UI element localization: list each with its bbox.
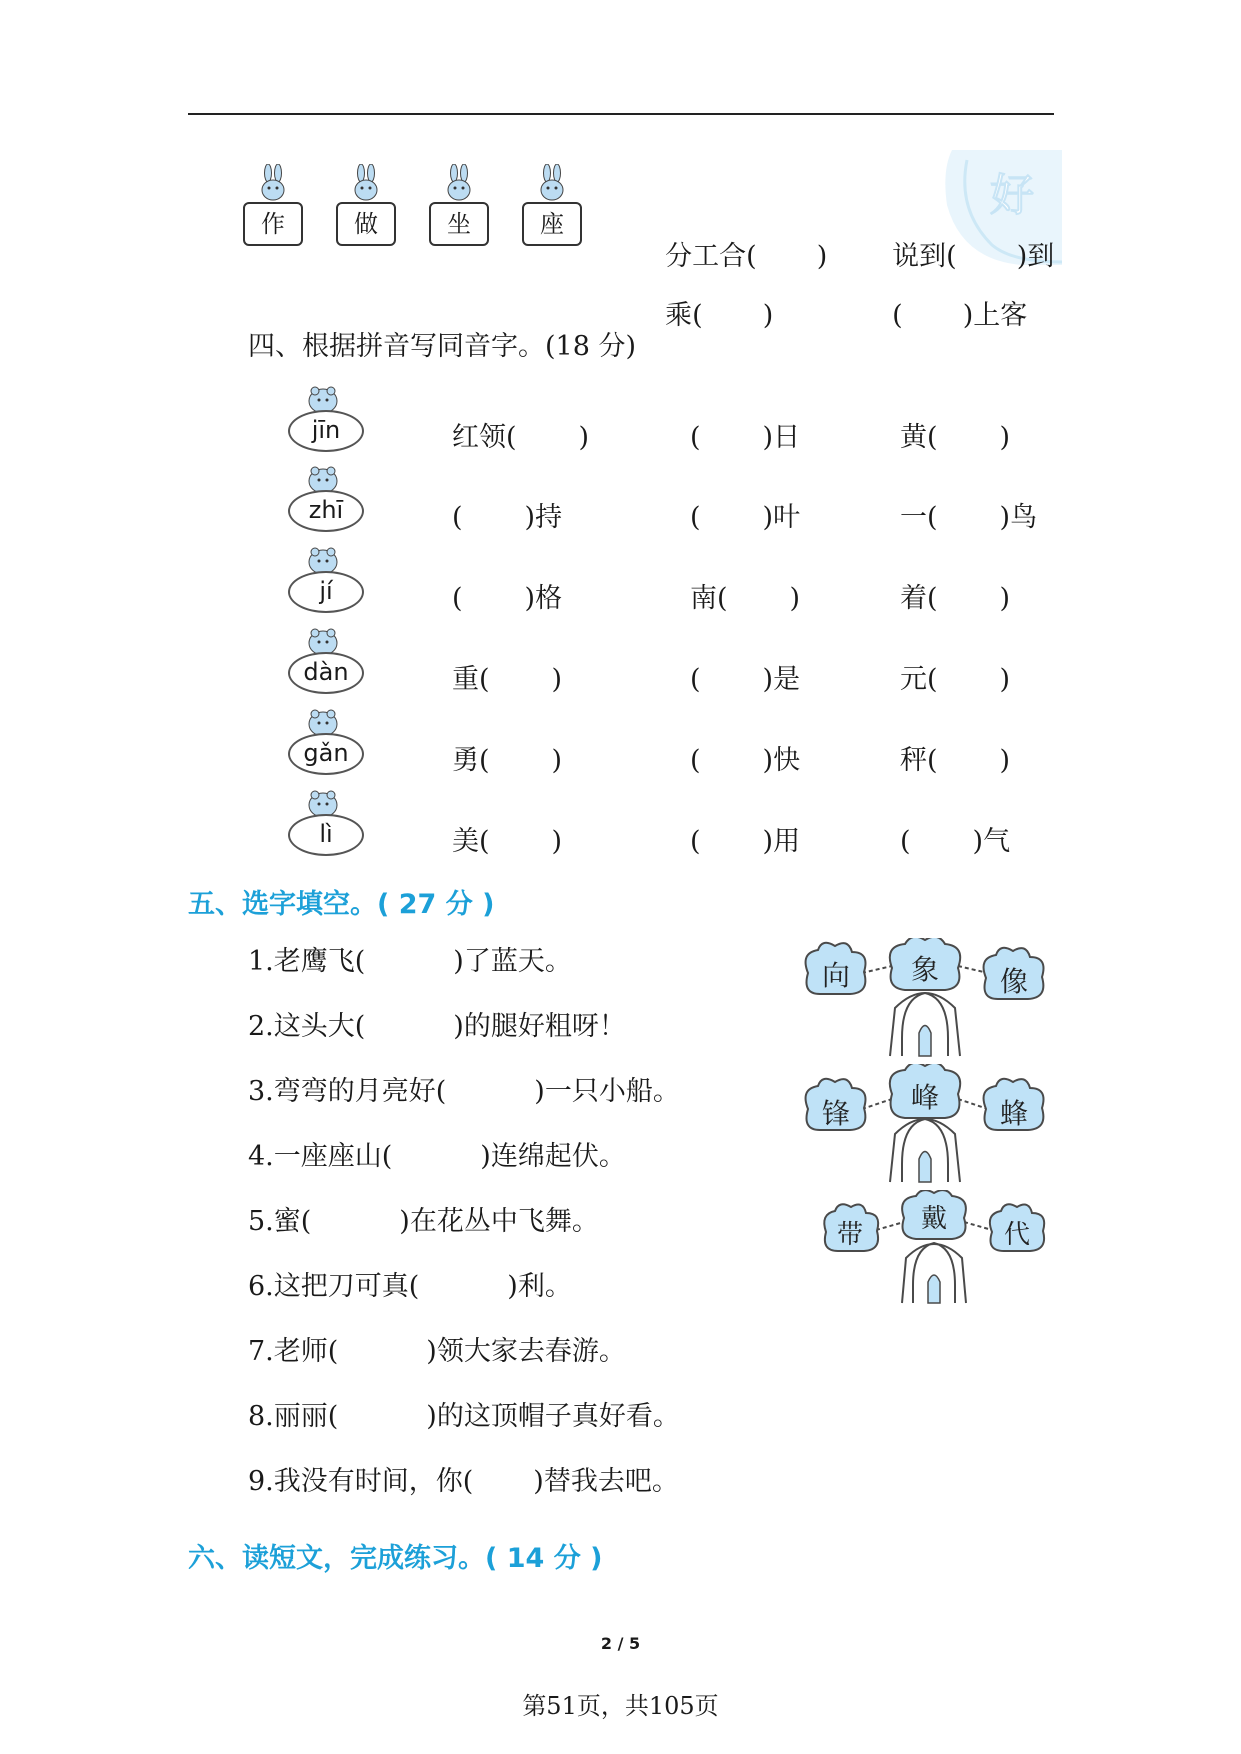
sentence: 9.我没有时间，你( )替我去吧。	[248, 1466, 679, 1497]
fill-item: ( )快	[690, 745, 801, 776]
fill-item: ( )持	[452, 502, 563, 533]
page-indicator: 2 / 5	[600, 1634, 641, 1653]
fill-item: ( )是	[690, 664, 801, 695]
sentence: 7.老师( )领大家去春游。	[248, 1336, 626, 1367]
tree-char-right: 蜂	[1000, 1097, 1029, 1130]
pinyin-label: gǎn	[288, 733, 364, 775]
fill-item: ( )上客	[892, 300, 1028, 331]
section5-title: 五、选字填空。( 27 分 )	[188, 889, 495, 920]
fill-item: ( )叶	[690, 502, 801, 533]
fill-item: 元( )	[900, 664, 1011, 695]
section6-title: 六、读短文，完成练习。( 14 分 )	[188, 1543, 603, 1574]
fill-item: ( )用	[690, 826, 801, 857]
pinyin-label: zhī	[288, 490, 364, 532]
pinyin-label: jí	[288, 571, 364, 613]
tree-char-center: 象	[911, 953, 940, 986]
rabbit-icon	[257, 164, 289, 204]
page-total: 第51页，共105页	[522, 1692, 719, 1720]
section4-title: 四、根据拼音写同音字。(18 分)	[248, 331, 637, 362]
fill-item: 着( )	[900, 583, 1011, 614]
tree-char-left: 带	[837, 1220, 864, 1250]
fill-item: 重( )	[452, 664, 563, 695]
fill-item: ( )格	[452, 583, 563, 614]
fill-item: 说到( )到	[892, 241, 1055, 272]
sentence: 2.这头大( )的腿好粗呀！	[248, 1011, 626, 1042]
fill-item: 分工合( )	[665, 241, 828, 272]
rabbit-icon	[350, 164, 382, 204]
header-divider	[188, 113, 1054, 115]
sentence: 8.丽丽( )的这顶帽子真好看。	[248, 1401, 680, 1432]
choice-char-box: 作	[243, 202, 303, 246]
word-tree	[800, 938, 1050, 1058]
pinyin-label: lì	[288, 814, 364, 856]
rabbit-icon	[536, 164, 568, 204]
fill-item: ( )日	[690, 422, 801, 453]
sentence: 1.老鹰飞( )了蓝天。	[248, 946, 572, 977]
fill-item: 秤( )	[900, 745, 1011, 776]
fill-item: 乘( )	[665, 300, 774, 331]
fill-item: 一( )鸟	[900, 502, 1038, 533]
tree-char-left: 向	[822, 959, 851, 992]
sentence: 4.一座座山( )连绵起伏。	[248, 1141, 626, 1172]
fill-item: 美( )	[452, 826, 563, 857]
sentence: 5.蜜( )在花丛中飞舞。	[248, 1206, 599, 1237]
fill-item: 红领( )	[452, 422, 590, 453]
word-tree	[800, 1064, 1050, 1184]
tree-char-center: 戴	[921, 1204, 948, 1234]
sentence: 3.弯弯的月亮好( )一只小船。	[248, 1076, 680, 1107]
rabbit-icon	[443, 164, 475, 204]
fill-item: 黄( )	[900, 422, 1011, 453]
watermark-char: 好	[990, 170, 1034, 221]
word-tree	[820, 1190, 1050, 1305]
fill-item: 勇( )	[452, 745, 563, 776]
tree-char-left: 锋	[822, 1097, 851, 1130]
tree-char-right: 代	[1004, 1220, 1031, 1250]
tree-char-center: 峰	[911, 1081, 940, 1114]
choice-char-box: 坐	[429, 202, 489, 246]
tree-char-right: 像	[1000, 965, 1029, 998]
fill-item: ( )气	[900, 826, 1011, 857]
pinyin-label: dàn	[288, 652, 364, 694]
fill-item: 南( )	[690, 583, 801, 614]
choice-char-box: 座	[522, 202, 582, 246]
pinyin-label: jīn	[288, 410, 364, 452]
choice-char-box: 做	[336, 202, 396, 246]
sentence: 6.这把刀可真( )利。	[248, 1271, 572, 1302]
